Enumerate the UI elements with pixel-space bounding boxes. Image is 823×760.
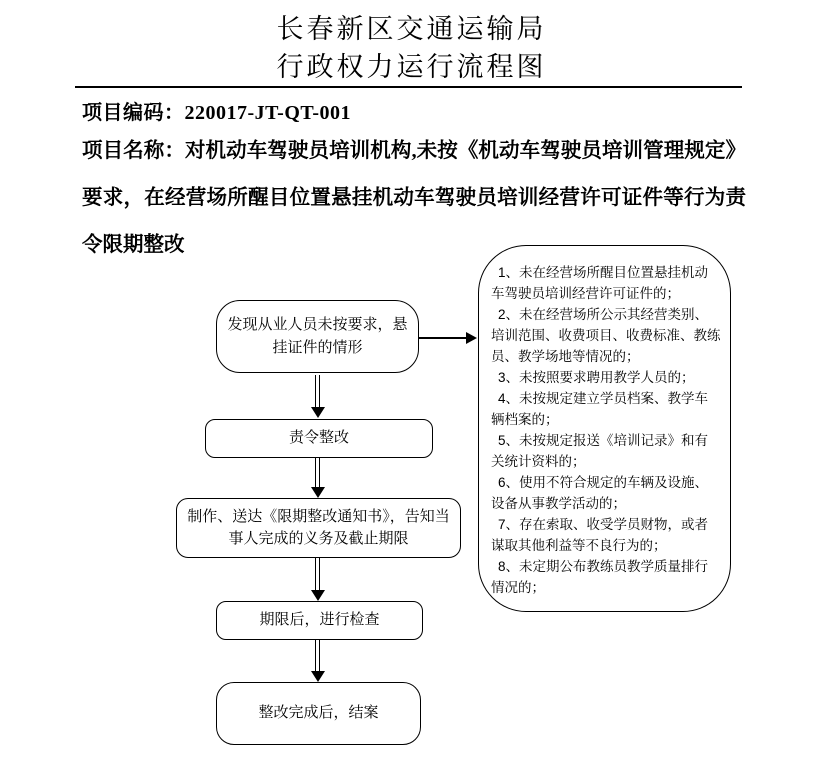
project-code-value: 220017-JT-QT-001 (184, 102, 352, 124)
flow-step-inspect-label: 期限后，进行检查 (259, 611, 380, 629)
flow-step-order-rectify-label: 责令整改 (288, 429, 349, 447)
page-title (0, 10, 823, 86)
violation-item: 6、使用不符合规定的车辆及设施、设备从事教学活动的； (491, 475, 709, 511)
project-name-label: 项目名称： (82, 140, 185, 162)
flow-step-order-rectify (205, 419, 433, 458)
flow-step-close-case-label: 整改完成后，结案 (258, 704, 379, 722)
flow-step-close-case (216, 682, 421, 745)
down-arrowhead-icon-1 (311, 407, 325, 418)
right-arrow-line (419, 337, 467, 339)
project-code-row (82, 96, 351, 125)
down-arrow-line-2 (315, 458, 320, 487)
flow-step-inspect (216, 601, 423, 640)
page-title-line2: 行政权力运行流程图 (276, 52, 547, 82)
violation-item: 4、未按规定建立学员档案、教学车辆档案的； (491, 391, 709, 427)
title-divider (75, 86, 742, 88)
violation-item: 7、存在索取、收受学员财物，或者谋取其他利益等不良行为的； (491, 517, 709, 553)
down-arrowhead-icon-2 (311, 487, 325, 498)
violation-item: 1、未在经营场所醒目位置悬挂机动车驾驶员培训经营许可证件的； (491, 265, 709, 301)
flow-step-deliver-notice (176, 498, 461, 558)
down-arrowhead-icon-3 (311, 590, 325, 601)
violation-item: 5、未按规定报送《培训记录》和有关统计资料的； (491, 433, 709, 469)
violation-item: 3、未按照要求聘用教学人员的； (498, 370, 695, 385)
right-arrowhead-icon (466, 332, 477, 344)
violation-item: 8、未定期公布教练员教学质量排行情况的； (491, 559, 709, 595)
down-arrowhead-icon-4 (311, 671, 325, 682)
flow-step-discover-label: 发现从业人员未按要求，悬挂证件的情形 (227, 316, 408, 356)
down-arrow-line-1 (315, 375, 320, 407)
project-code-label: 项目编码： (82, 102, 185, 124)
violation-item: 2、未在经营场所公示其经营类别、培训范围、收费项目、收费标准、教练员、教学场地等情况的； (491, 307, 721, 364)
down-arrow-line-3 (315, 558, 320, 590)
page-title-line1: 长春新区交通运输局 (276, 14, 547, 44)
project-name-value: 对机动车驾驶员培训机构,未按《机动车驾驶员培训管理规定》要求，在经营场所醒目位置悬挂机动车驾驶员培训经营许可证件等行为责令限期整改 (82, 140, 747, 256)
violations-box (478, 245, 731, 612)
flow-step-deliver-notice-label: 制作、送达《限期整改通知书》，告知当事人完成的义务及截止期限 (187, 507, 450, 547)
down-arrow-line-4 (315, 640, 320, 671)
flow-step-discover (216, 300, 419, 373)
